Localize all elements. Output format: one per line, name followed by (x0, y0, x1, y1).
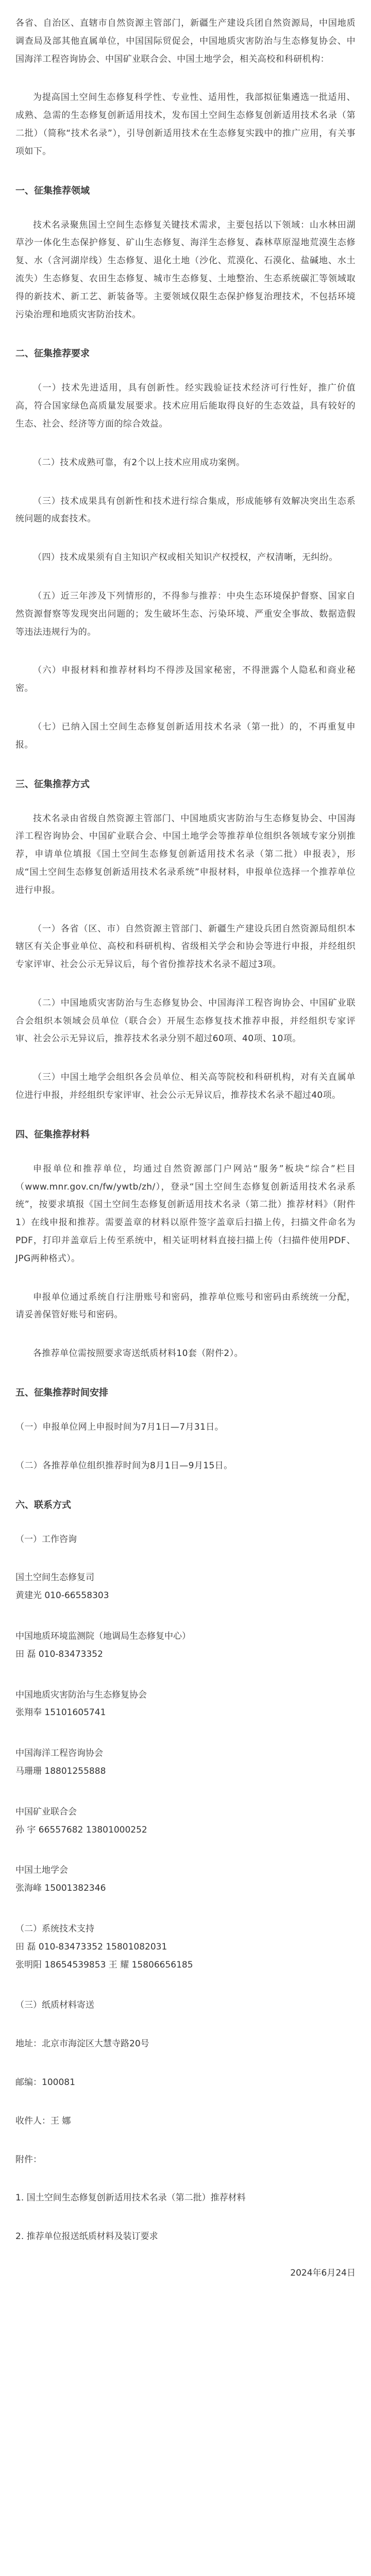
mail-address: 地址：北京市海淀区大慧寺路20号 (15, 2039, 149, 2049)
attachment-item: 1. 国土空间生态修复创新适用技术名录（第二批）推荐材料 (15, 2193, 246, 2204)
section-4-item: 申报单位通过系统自行注册账号和密码，推荐单位账号和密码由系统统一分配，请妥善保管好账号和密码。 (15, 1292, 356, 1320)
section-2-item: （五）近三年涉及下列情形的，不得参与推荐：中央生态环境保护督察、国家自然资源督察等发现突出问题的；发生破坏生态、污染环境、严重安全事故、数据造假等违法违规行为的。 (15, 590, 356, 637)
section-2-heading: 二、征集推荐要求 (15, 348, 90, 360)
support-contact: 张明阳 18654539853 王 耀 15806656185 (15, 1959, 193, 1970)
section-5-heading: 五、征集推荐时间安排 (15, 1387, 108, 1399)
section-3-item: 技术名录由省级自然资源主管部门、中国地质灾害防治与生态修复协会、中国海洋工程咨询协会、中国矿业联合会、中国土地学会等推荐单位组织各领域专家分别推荐，申请单位填报《国土空间生态修复创新适用技术名录（第二批）申报表》，形成“国土空间生态修复创新适用技术名录系统”申报材料，申报单位选择一个推荐单位进行申报。 (15, 813, 356, 895)
section-2-item: （一）技术先进适用，具有创新性。经实践验证技术经济可行性好，推广价值高，符合国家绿色高质量发展要求。技术应用后能取得良好的生态效益，具有较好的生态、社会、经济等方面的综合效益。 (15, 383, 356, 429)
section-1-body: 技术名录聚焦国土空间生态修复关键技术需求，主要包括以下领域：山水林田湖草沙一体化生态保护修复、矿山生态修复、海洋生态修复、森林草原湿地荒漠生态修复、水（含河湖岸线）生态修复、退化土地（沙化、荒漠化、石漠化、盐碱地、水土流失）生态修复、农田生态修复、城市生态修复、土地整治、生态系统碳汇等领域取得的新技术、新工艺、新装备等。主要领域仅限生态保护修复治理技术，不包括环境污染治理和地质灾害防治技术。 (15, 219, 356, 320)
section-6-heading: 六、联系方式 (15, 1499, 71, 1511)
section-3-item: （三）中国土地学会组织各会员单位、相关高等院校和科研机构，对有关直属单位进行申报，并经组织专家评审、社会公示无异议后，推荐技术名录不超过40项。 (15, 1072, 356, 1101)
section-3-item: （一）各省（区、市）自然资源主管部门、新疆生产建设兵团自然资源局组织本辖区有关企事业单位、高校和科研机构、省级相关学会和协会等进行申报，并经组织专家评审、社会公示无异议后，每个省份推荐技术名录不超过3项。 (15, 923, 356, 970)
mail-recipient: 收件人：王 娜 (15, 2115, 71, 2126)
section-2-item: （七）已纳入国土空间生态修复创新适用技术名录（第一批）的，不再重复申报。 (15, 721, 356, 750)
section-2-item: （二）技术成熟可靠，有2个以上技术应用成功案例。 (33, 457, 245, 468)
section-5-item: （二）各推荐单位组织推荐时间为8月1日—9月15日。 (15, 1460, 233, 1471)
section-1-heading: 一、征集推荐领域 (15, 185, 90, 196)
contact-person: 马珊珊 18801255888 (15, 1766, 106, 1777)
section-3-heading: 三、征集推荐方式 (15, 778, 90, 790)
contact-org: 中国地质灾害防治与生态修复协会 (15, 1689, 147, 1700)
contact-person: 黄建光 010-66558303 (15, 1590, 109, 1601)
contact-org: 中国矿业联合会 (15, 1806, 77, 1817)
contact-org: 国土空间生态修复司 (15, 1572, 94, 1583)
mail-postcode: 邮编：100081 (15, 2077, 75, 2088)
section-4-item: 申报单位和推荐单位，均通过自然资源部门户网站“服务”板块“综合”栏目（www.mnr.gov.cn/fw/ywtb/zh/），登录“国土空间生态修复创新适用技术名录系统”，按要求填报《国土空间生态修复创新适用技术名录（第二批）推荐材料》（附件1）在线申报和推荐。需要盖章的材料以原件签字盖章后扫描上传，扫描文件命名为PDF，打印并盖章后上传至系统中，相关证明材料直接扫描上传（扫描件使用PDF、JPG两种格式）。 (15, 1163, 356, 1264)
contact-subheading-consult: （一）工作咨询 (15, 1534, 77, 1545)
attachments-label: 附件： (15, 2154, 42, 2165)
contact-entry (15, 1861, 356, 1897)
contact-person: 张翔奉 15101605741 (15, 1707, 106, 1718)
section-4-item: 各推荐单位需按照要求寄送纸质材料10套（附件2）。 (33, 1348, 243, 1359)
document-date: 2024年6月24日 (290, 2267, 356, 2278)
contact-subheading-mail: （三）纸质材料寄送 (15, 2000, 94, 2011)
contact-org: 中国地质环境监测院（地调局生态修复中心） (15, 1631, 191, 1642)
section-3-item: （二）中国地质灾害防治与生态修复协会、中国海洋工程咨询协会、中国矿业联合会组织本领域会员单位（联合会）开展生态修复技术推荐申报，并经组织专家评审、社会公示无异议后，推荐技术名录分别不超过60项、40项、10项。 (15, 997, 356, 1044)
support-entry (15, 1938, 356, 1974)
contact-entry (15, 1686, 356, 1722)
section-2-item: （六）申报材料和推荐材料均不得涉及国家秘密，不得泄露个人隐私和商业秘密。 (15, 665, 356, 694)
attachment-item: 2. 推荐单位报送纸质材料及装订要求 (15, 2231, 158, 2242)
intro-purpose: 为提高国土空间生态修复科学性、专业性、适用性，我部拟征集遴选一批适用、成熟、急需的生态修复创新适用技术，发布国土空间生态修复创新适用技术名录（第二批）（简称“技术名录”），引导创新适用技术在生态修复实践中的推广应用，有关事项如下。 (15, 92, 356, 157)
section-4-heading: 四、征集推荐材料 (15, 1129, 90, 1140)
contact-person: 田 磊 010-83473352 (15, 1649, 103, 1659)
contact-entry (15, 1803, 356, 1839)
contact-person: 孙 宇 66557682 13801000252 (15, 1824, 147, 1835)
contact-entry (15, 1744, 356, 1781)
contact-org: 中国土地学会 (15, 1865, 68, 1876)
contact-entry (15, 1628, 356, 1664)
section-2-item: （三）技术成果具有创新性和技术进行综合集成，形成能够有效解决突出生态系统问题的成套技术。 (15, 496, 356, 524)
contact-org: 中国海洋工程咨询协会 (15, 1748, 103, 1759)
contact-subheading-support: （二）系统技术支持 (15, 1924, 94, 1934)
contact-entry (15, 1569, 356, 1605)
intro-addressees: 各省、自治区、直辖市自然资源主管部门，新疆生产建设兵团自然资源局，中国地质调查局及部其他直属单位，中国国际贸促会，中国地质灾害防治与生态修复协会、中国海洋工程咨询协会、中国矿业联合会、中国土地学会，相关高校和科研机构： (15, 18, 356, 64)
section-5-item: （一）申报单位网上申报时间为7月1日—7月31日。 (15, 1422, 224, 1433)
support-contact: 田 磊 010-83473352 15801082031 (15, 1941, 167, 1952)
contact-person: 张海峰 15001382346 (15, 1883, 106, 1894)
section-2-item: （四）技术成果须有自主知识产权或相关知识产权授权，产权清晰，无纠纷。 (33, 552, 338, 563)
